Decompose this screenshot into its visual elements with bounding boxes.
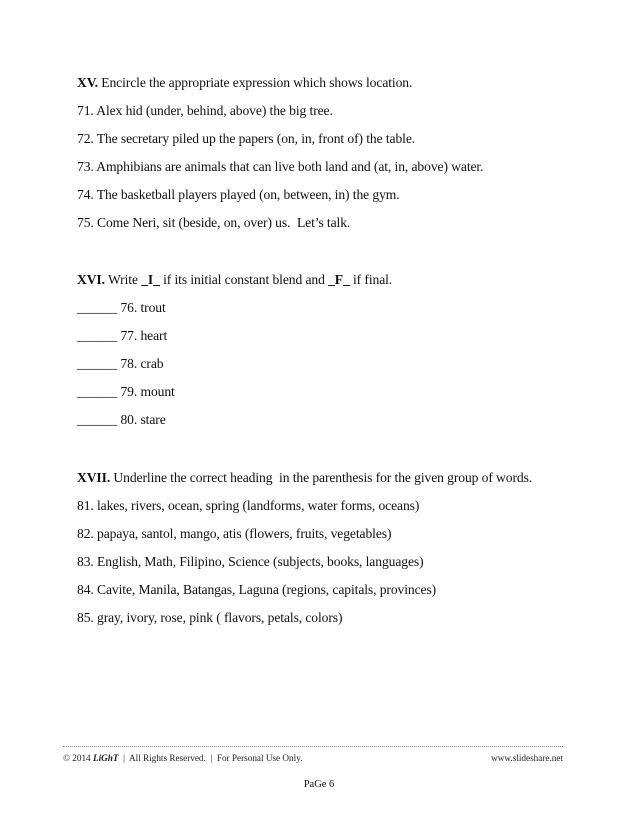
question-item: 81. lakes, rivers, ocean, spring (landforms, water forms, oceans) (77, 498, 420, 513)
copyright-prefix: © 2014 (63, 753, 93, 763)
question-item: 71. Alex hid (under, behind, above) the big tree. (77, 103, 333, 118)
initial-mark: _I_ (141, 272, 160, 287)
section-number: XVII. (77, 470, 111, 485)
section-number: XV. (77, 75, 98, 90)
section-number: XVI. (77, 272, 105, 287)
section-instruction-part: Write (104, 272, 142, 287)
footer-divider (63, 746, 563, 747)
section-instruction-part: if its initial constant blend and (159, 272, 329, 287)
question-item: ______ 76. trout (77, 300, 166, 315)
question-item: 74. The basketball players played (on, between, in) the gym. (77, 187, 400, 202)
section-instruction: Encircle the appropriate expression which shows location. (97, 75, 413, 90)
footer-brand: LiGhT (92, 753, 119, 763)
section-xv-heading (77, 75, 412, 91)
question-item: ______ 78. crab (77, 356, 164, 371)
question-item: 75. Come Neri, sit (beside, on, over) us. Let’s talk. (77, 215, 351, 230)
footer-copyright (63, 752, 303, 764)
final-mark: _F_ (328, 272, 350, 287)
question-item: 84. Cavite, Manila, Batangas, Laguna (regions, capitals, provinces) (77, 582, 437, 597)
question-item: 83. English, Math, Filipino, Science (subjects, books, languages) (77, 554, 424, 569)
question-item: ______ 77. heart (77, 328, 168, 343)
section-instruction: Underline the correct heading in the parenthesis for the given group of words. (110, 470, 533, 485)
question-item: 72. The secretary piled up the papers (on, in, front of) the table. (77, 131, 416, 146)
page-number: PaGe 6 (303, 779, 335, 790)
section-instruction-part: if final. (349, 272, 393, 287)
footer-site-link[interactable]: www.slideshare.net (491, 753, 563, 763)
question-item: ______ 79. mount (77, 384, 175, 399)
section-xvi-heading (77, 272, 392, 288)
section-xvii-heading (77, 470, 532, 486)
question-item: ______ 80. stare (77, 412, 166, 427)
copyright-suffix: | All Rights Reserved. | For Personal Use Only. (118, 753, 303, 763)
question-item: 85. gray, ivory, rose, pink ( flavors, petals, colors) (77, 610, 343, 625)
question-item: 73. Amphibians are animals that can live both land and (at, in, above) water. (77, 159, 484, 174)
question-item: 82. papaya, santol, mango, atis (flowers, fruits, vegetables) (77, 526, 392, 541)
